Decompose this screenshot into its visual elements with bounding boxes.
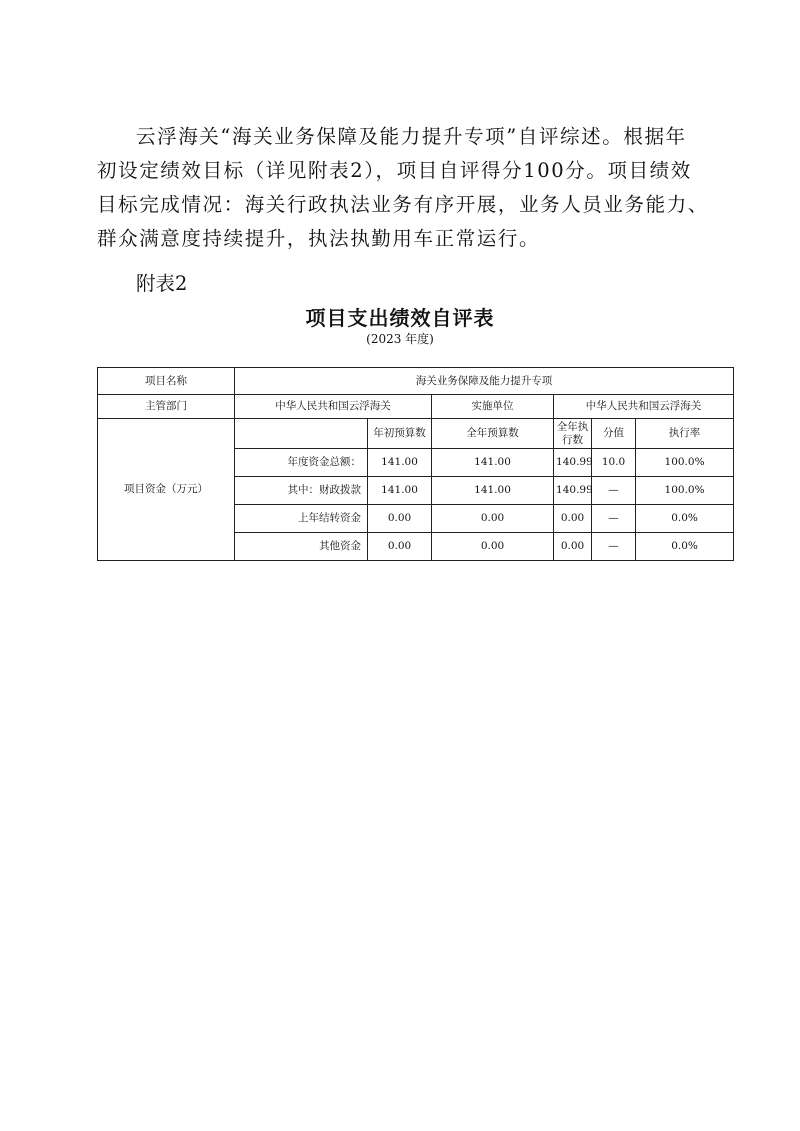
funds-row-executed: 0.00: [554, 505, 592, 533]
funds-row-weight: —: [592, 505, 636, 533]
impl-label: 实施单位: [432, 395, 554, 419]
dept-label: 主管部门: [98, 395, 235, 419]
funds-row-name: 其中：财政拨款: [235, 477, 368, 505]
funds-row-initial: 141.00: [368, 477, 432, 505]
funds-header-executed: 全年执行数: [554, 419, 592, 449]
funds-row-annual: 0.00: [432, 533, 554, 561]
row-funds-header: [98, 419, 734, 449]
funds-row-weight: —: [592, 477, 636, 505]
funds-row-name: 其他资金: [235, 533, 368, 561]
funds-header-rate: 执行率: [636, 419, 734, 449]
intro-line-2: 初设定绩效目标（详见附表2），项目自评得分100分。项目绩效: [97, 159, 692, 182]
funds-row-executed: 140.99: [554, 477, 592, 505]
table-title: 项目支出绩效自评表: [305, 306, 495, 330]
funds-header-annual: 全年预算数: [432, 419, 554, 449]
funds-row-annual: 141.00: [432, 477, 554, 505]
intro-line-4: 群众满意度持续提升，执法执勤用车正常运行。: [97, 227, 541, 250]
funds-row-executed: 140.99: [554, 449, 592, 477]
funds-header-blank: [235, 419, 368, 449]
row-department: [98, 395, 734, 419]
row-project-name: [98, 368, 734, 395]
funds-row-name: 上年结转资金: [235, 505, 368, 533]
table-subtitle: (2023 年度): [366, 332, 434, 346]
intro-paragraph: [97, 120, 722, 256]
funds-row-weight: —: [592, 533, 636, 561]
intro-line-1: 云浮海关“海关业务保障及能力提升专项”自评综述。根据年: [136, 125, 687, 148]
funds-row-annual: 0.00: [432, 505, 554, 533]
intro-line-3: 目标完成情况：海关行政执法业务有序开展，业务人员业务能力、: [97, 193, 709, 216]
funds-row-initial: 0.00: [368, 533, 432, 561]
funds-row-weight: 10.0: [592, 449, 636, 477]
impl-value: 中华人民共和国云浮海关: [554, 395, 734, 419]
funds-row-rate: 100.0%: [636, 449, 734, 477]
funds-row-executed: 0.00: [554, 533, 592, 561]
project-name-label: 项目名称: [98, 368, 235, 395]
funds-row-rate: 100.0%: [636, 477, 734, 505]
project-name-value: 海关业务保障及能力提升专项: [235, 368, 734, 395]
funds-row-annual: 141.00: [432, 449, 554, 477]
funds-row-rate: 0.0%: [636, 533, 734, 561]
funds-label: 项目资金（万元）: [98, 419, 235, 561]
funds-header-initial: 年初预算数: [368, 419, 432, 449]
funds-row-name: 年度资金总额：: [235, 449, 368, 477]
funds-row-rate: 0.0%: [636, 505, 734, 533]
funds-row-initial: 0.00: [368, 505, 432, 533]
dept-value: 中华人民共和国云浮海关: [235, 395, 432, 419]
funds-header-weight: 分值: [592, 419, 636, 449]
attachment-label: 附表2: [136, 272, 188, 295]
funds-row-initial: 141.00: [368, 449, 432, 477]
performance-table: [97, 367, 734, 561]
